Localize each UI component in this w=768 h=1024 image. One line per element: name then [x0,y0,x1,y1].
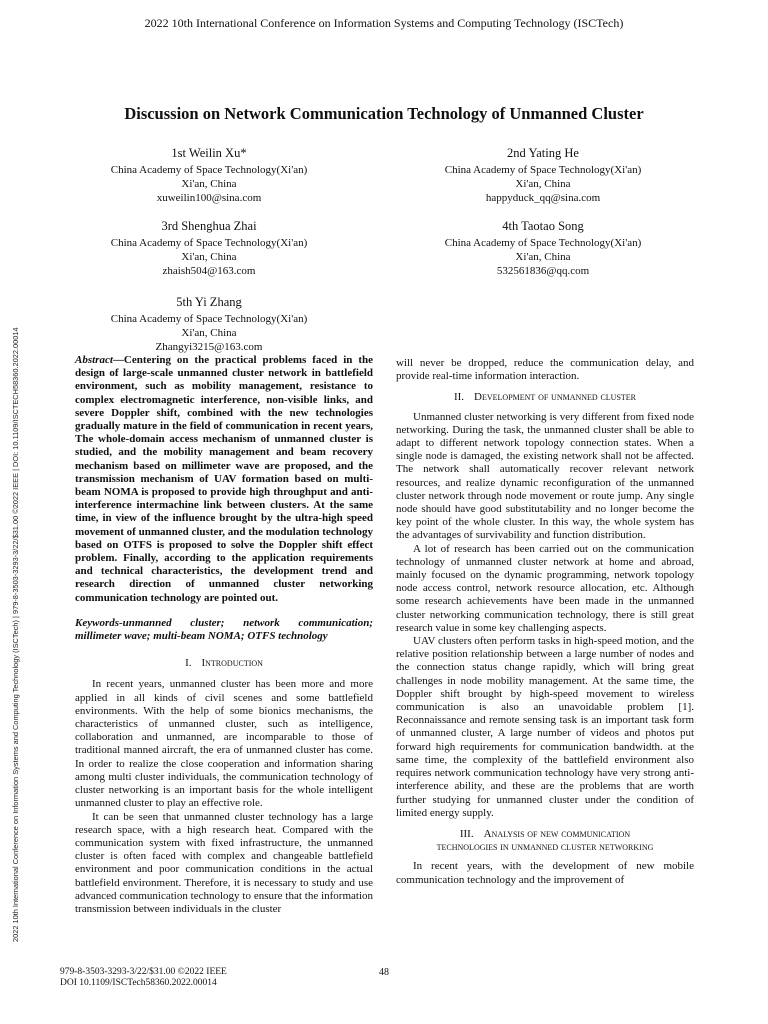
author-name: 3rd Shenghua Zhai [161,219,257,233]
author-city: Xi'an, China [515,251,571,263]
section-heading-introduction: I. Introduction [185,657,263,670]
right-column [396,357,694,887]
author-email: happyduck_qq@sina.com [485,192,601,204]
paragraph-continued: will never be dropped, reduce the communication delay, and provide real-time information interaction. [396,357,694,383]
author-email: 532561836@qq.com [496,265,590,277]
author-name: 4th Taotao Song [502,219,584,233]
page-number: 48 [379,967,389,978]
author-name: 1st Weilin Xu* [171,146,247,160]
author-email: zhaish504@163.com [162,265,256,277]
author-city: Xi'an, China [181,178,237,190]
left-column [75,354,373,916]
section-heading-development: II. Development of unmanned cluster [453,391,637,404]
side-metadata-text: 2022 10th International Conference on Information Systems and Computing Technology (ISCTech) | 979-8-3503-3293-3/22/$31.00 ©2022 IEEE | DOI: 10.1109/ISCTECH58360.2022.00014 [11,327,20,942]
abstract [75,354,373,605]
author-affiliation: China Academy of Space Technology(Xi'an) [110,237,308,249]
paragraph: Unmanned cluster networking is very different from fixed node networking. During the task, the unmanned cluster shall be able to adapt to different network topology connection states. When a single node is damaged, the existing network shall not be affected. The network shall automatically recover relevant network resources, and realize dynamic reconfiguration of the unmanned cluster network through node movement or route jump. Any single node should have good substitutability and no longer become the key point of the whole cluster. In this way, the whole system has the advantages of survivability and function distribution. [396,410,694,542]
keywords: Keywords-unmanned cluster; network communication; millimeter wave; multi-beam NOMA; OTFS technology [75,616,373,643]
author-block-1 [86,146,332,205]
author-name: 2nd Yating He [507,146,579,160]
author-affiliation: China Academy of Space Technology(Xi'an) [110,313,308,325]
footer-doi: DOI 10.1109/ISCTech58360.2022.00014 [60,978,217,988]
abstract-text: —Centering on the practical problems faced in the design of large-scale unmanned cluster network in battlefield environment, such as mobility management, resistance to complex electromagnetic interference, non-visible links, and severe Doppler shift, combined with the new technologies gradually mature in the field of communication in recent years, The whole-domain access mechanism of unmanned cluster is studied, and the mobility management and beam recovery mechanism based on millimeter wave are proposed, and the transmission mechanism of UAV formation based on multi-beam NOMA is proposed to provide high throughput and anti-interference intermachine link between clusters. At the same time, in view of the influence brought by the ultra-high speed movement of unmanned cluster, and the modulation technology based on OTFS is proposed to solve the Doppler shift effect problem. Finally, according to the application requirements and technical characteristics, the development trend and research direction of unmanned cluster networking communication technology are pointed out. [75,354,373,604]
author-affiliation: China Academy of Space Technology(Xi'an) [110,164,308,176]
author-block-4 [420,219,666,278]
author-affiliation: China Academy of Space Technology(Xi'an) [444,164,642,176]
conference-header: 2022 10th International Conference on Information Systems and Computing Technology (ISCTech) [144,16,624,30]
footer-isbn: 979-8-3503-3293-3/22/$31.00 ©2022 IEEE [60,967,227,977]
section-heading-analysis: III. Analysis of new communication technologies in unmanned cluster networking [436,827,654,854]
author-email: xuweilin100@sina.com [156,192,262,204]
paragraph: In recent years, with the development of new mobile communication technology and the improvement of [396,860,694,886]
author-city: Xi'an, China [515,178,571,190]
author-affiliation: China Academy of Space Technology(Xi'an) [444,237,642,249]
paragraph: UAV clusters often perform tasks in high-speed motion, and the relative position relationship between a large number of nodes and the connection status change rapidly, which will bring great challenges in node mobility management. At the same time, the Doppler shift brought by high-speed movement to wireless communication is also an unavoidable problem [1]. Reconnaissance and remote sensing task is an important task form of unmanned cluster, A large number of videos and photos put forward high requirements for communication bandwidth. at the same time, the complexity of the battlefield environment also requires network communication technology have very strong anti-interference ability, and these are the problems that are worth further studying for unmanned cluster under the condition of limited energy supply. [396,635,694,819]
author-email: Zhangyi3215@163.com [155,341,263,353]
author-city: Xi'an, China [181,251,237,263]
paragraph: It can be seen that unmanned cluster technology has a large research space, with a high research heat. Compared with the communication system with fixed infrastructure, the unmanned cluster is often faced with complex and changeable battlefield environment and poor communication conditions in the actual battlefield environment. Therefore, it is necessary to study and use advanced communication technology to ensure that the information transmission between individuals in the cluster [75,810,373,915]
author-block-2 [420,146,666,205]
author-name: 5th Yi Zhang [176,295,242,309]
author-block-3 [86,219,332,278]
abstract-lead: Abstract [75,354,113,366]
side-metadata-strip [11,212,21,942]
paper-title: Discussion on Network Communication Technology of Unmanned Cluster [124,104,644,123]
author-block-5 [86,295,332,354]
author-city: Xi'an, China [181,327,237,339]
paragraph: In recent years, unmanned cluster has been more and more applied in all kinds of civil scenes and some battlefield environments. With the help of some bionics mechanisms, the characteristics of unmanned cluster, such as intelligence, collaboration and unmanned, are incomparable to those of traditional manned aircraft, the era of unmanned cluster has come. In order to realize the close cooperation and information sharing among multi cluster individuals, the communication technology of cluster networking is an important basis for the whole intelligent unmanned cluster to play an effective role. [75,678,373,810]
paragraph: A lot of research has been carried out on the communication technology of unmanned cluster network at home and abroad, mainly focused on the dynamic programming, network topology node access control, network resource allocation, etc. Although some research achievements have been made in the unmanned cluster networking communication technology, there is still great research value in some key challenging aspects. [396,542,694,634]
